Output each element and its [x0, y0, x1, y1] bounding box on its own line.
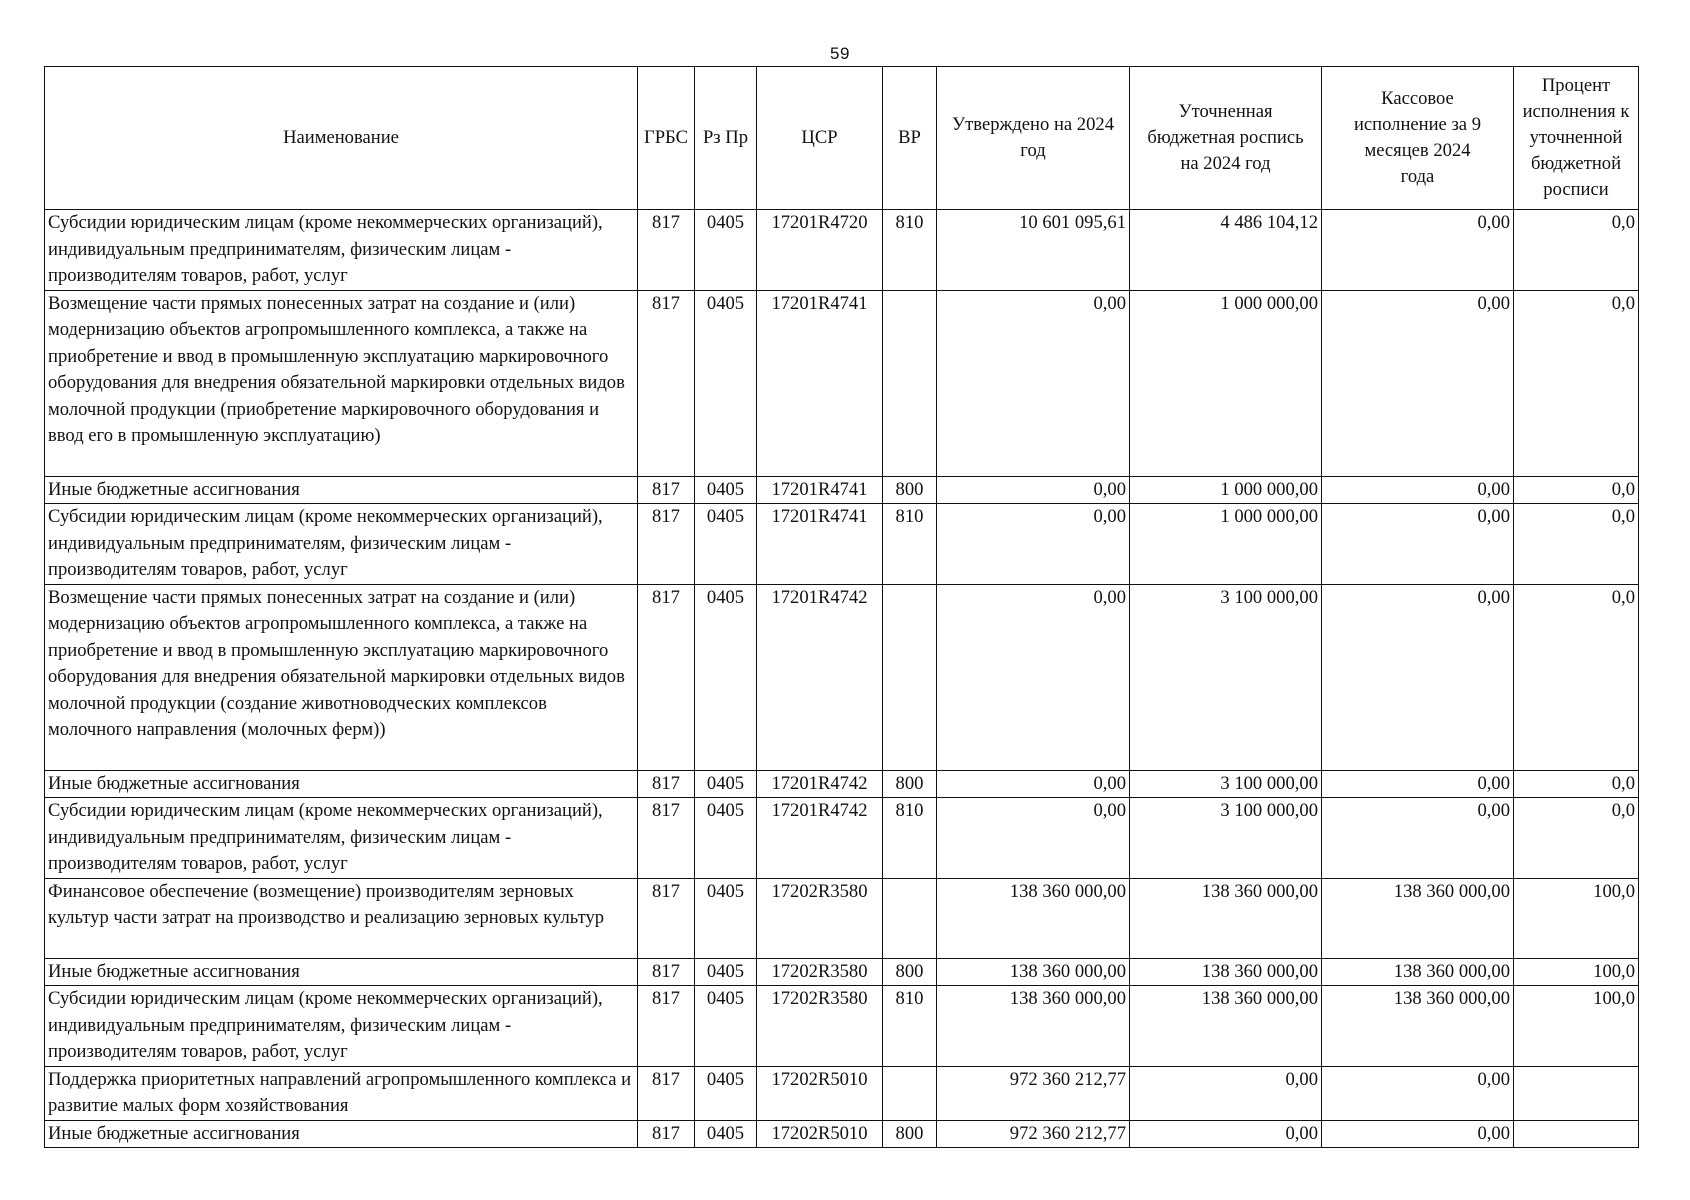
cell-approved: 972 360 212,77 [937, 1120, 1130, 1148]
cell-percent: 0,0 [1514, 584, 1639, 770]
cell-grbs: 817 [638, 1066, 695, 1120]
cell-approved: 138 360 000,00 [937, 958, 1130, 986]
header-grbs: ГРБС [638, 67, 695, 210]
cell-percent: 0,0 [1514, 476, 1639, 504]
cell-vr: 810 [883, 504, 937, 585]
cell-csr: 17201R4742 [757, 798, 883, 879]
cell-grbs: 817 [638, 770, 695, 798]
cell-vr: 810 [883, 986, 937, 1067]
cell-refined: 138 360 000,00 [1130, 958, 1322, 986]
table-row [45, 290, 1639, 476]
cell-percent: 0,0 [1514, 798, 1639, 879]
cell-refined: 1 000 000,00 [1130, 290, 1322, 476]
cell-grbs: 817 [638, 290, 695, 476]
cell-rzpr: 0405 [695, 290, 757, 476]
cell-percent: 0,0 [1514, 770, 1639, 798]
cell-percent: 100,0 [1514, 878, 1639, 958]
table-row [45, 1120, 1639, 1148]
cell-rzpr: 0405 [695, 210, 757, 291]
table-row [45, 958, 1639, 986]
cell-percent: 0,0 [1514, 504, 1639, 585]
cell-percent [1514, 1066, 1639, 1120]
header-vr: ВР [883, 67, 937, 210]
cell-grbs: 817 [638, 958, 695, 986]
header-percent: Процент исполнения к уточненной бюджетной росписи [1514, 67, 1639, 210]
cell-grbs: 817 [638, 584, 695, 770]
cell-name: Поддержка приоритетных направлений агропромышленного комплекса и развитие малых форм хозяйствования [45, 1066, 638, 1120]
cell-grbs: 817 [638, 986, 695, 1067]
cell-grbs: 817 [638, 878, 695, 958]
cell-refined: 3 100 000,00 [1130, 770, 1322, 798]
cell-vr: 810 [883, 798, 937, 879]
cell-vr: 800 [883, 476, 937, 504]
cell-name: Субсидии юридическим лицам (кроме некоммерческих организаций), индивидуальным предпринимателям, физическим лицам - производителям товаров, работ, услуг [45, 798, 638, 879]
cell-vr: 800 [883, 770, 937, 798]
cell-rzpr: 0405 [695, 1066, 757, 1120]
cell-rzpr: 0405 [695, 986, 757, 1067]
table-row [45, 1066, 1639, 1120]
cell-rzpr: 0405 [695, 1120, 757, 1148]
cell-csr: 17202R5010 [757, 1066, 883, 1120]
cell-name: Субсидии юридическим лицам (кроме некоммерческих организаций), индивидуальным предпринимателям, физическим лицам - производителям товаров, работ, услуг [45, 504, 638, 585]
cell-approved: 0,00 [937, 584, 1130, 770]
cell-rzpr: 0405 [695, 476, 757, 504]
cell-cash: 0,00 [1322, 290, 1514, 476]
cell-approved: 0,00 [937, 476, 1130, 504]
cell-rzpr: 0405 [695, 504, 757, 585]
budget-execution-table [44, 66, 1639, 1148]
cell-csr: 17202R5010 [757, 1120, 883, 1148]
cell-csr: 17201R4742 [757, 770, 883, 798]
cell-refined: 138 360 000,00 [1130, 986, 1322, 1067]
cell-name: Финансовое обеспечение (возмещение) производителям зерновых культур части затрат на производство и реализацию зерновых культур [45, 878, 638, 958]
cell-approved: 10 601 095,61 [937, 210, 1130, 291]
cell-csr: 17201R4742 [757, 584, 883, 770]
cell-approved: 0,00 [937, 798, 1130, 879]
cell-percent: 100,0 [1514, 958, 1639, 986]
cell-name: Иные бюджетные ассигнования [45, 958, 638, 986]
cell-refined: 138 360 000,00 [1130, 878, 1322, 958]
header-rzpr: Рз Пр [695, 67, 757, 210]
cell-percent: 100,0 [1514, 986, 1639, 1067]
header-row [45, 67, 1639, 210]
cell-cash: 0,00 [1322, 584, 1514, 770]
cell-cash: 0,00 [1322, 1120, 1514, 1148]
cell-percent: 0,0 [1514, 210, 1639, 291]
cell-rzpr: 0405 [695, 958, 757, 986]
cell-approved: 972 360 212,77 [937, 1066, 1130, 1120]
cell-cash: 0,00 [1322, 770, 1514, 798]
cell-cash: 0,00 [1322, 504, 1514, 585]
cell-csr: 17201R4741 [757, 504, 883, 585]
cell-approved: 0,00 [937, 504, 1130, 585]
cell-approved: 138 360 000,00 [937, 986, 1130, 1067]
cell-percent: 0,0 [1514, 290, 1639, 476]
cell-percent [1514, 1120, 1639, 1148]
cell-refined: 3 100 000,00 [1130, 798, 1322, 879]
cell-csr: 17201R4741 [757, 476, 883, 504]
header-csr: ЦСР [757, 67, 883, 210]
cell-name: Субсидии юридическим лицам (кроме некоммерческих организаций), индивидуальным предпринимателям, физическим лицам - производителям товаров, работ, услуг [45, 210, 638, 291]
cell-cash: 0,00 [1322, 476, 1514, 504]
cell-vr [883, 584, 937, 770]
cell-vr: 810 [883, 210, 937, 291]
table-row [45, 986, 1639, 1067]
cell-vr [883, 878, 937, 958]
cell-refined: 0,00 [1130, 1066, 1322, 1120]
cell-grbs: 817 [638, 504, 695, 585]
cell-refined: 0,00 [1130, 1120, 1322, 1148]
cell-cash: 138 360 000,00 [1322, 878, 1514, 958]
table-row [45, 476, 1639, 504]
cell-csr: 17202R3580 [757, 878, 883, 958]
cell-grbs: 817 [638, 476, 695, 504]
cell-approved: 138 360 000,00 [937, 878, 1130, 958]
header-refined: Уточненная бюджетная роспись на 2024 год [1130, 67, 1322, 210]
cell-rzpr: 0405 [695, 584, 757, 770]
table-row [45, 210, 1639, 291]
cell-vr: 800 [883, 1120, 937, 1148]
cell-name: Иные бюджетные ассигнования [45, 476, 638, 504]
header-cash: Кассовое исполнение за 9 месяцев 2024 года [1322, 67, 1514, 210]
table-row [45, 770, 1639, 798]
cell-approved: 0,00 [937, 770, 1130, 798]
cell-vr [883, 290, 937, 476]
cell-vr: 800 [883, 958, 937, 986]
cell-cash: 138 360 000,00 [1322, 958, 1514, 986]
cell-vr [883, 1066, 937, 1120]
table-header [45, 67, 1639, 210]
cell-grbs: 817 [638, 798, 695, 879]
cell-cash: 0,00 [1322, 210, 1514, 291]
cell-refined: 1 000 000,00 [1130, 504, 1322, 585]
cell-name: Иные бюджетные ассигнования [45, 770, 638, 798]
cell-rzpr: 0405 [695, 798, 757, 879]
header-approved: Утверждено на 2024 год [937, 67, 1130, 210]
cell-approved: 0,00 [937, 290, 1130, 476]
table-row [45, 584, 1639, 770]
cell-refined: 1 000 000,00 [1130, 476, 1322, 504]
cell-name: Иные бюджетные ассигнования [45, 1120, 638, 1148]
cell-cash: 0,00 [1322, 1066, 1514, 1120]
cell-name: Возмещение части прямых понесенных затрат на создание и (или) модернизацию объектов агропромышленного комплекса, а также на приобретение и ввод в промышленную эксплуатацию маркировочного оборудования для внедрения обязательной маркировки отдельных видов молочной продукции (приобретение маркировочного оборудования и ввод его в промышленную эксплуатацию) [45, 290, 638, 476]
table-body [45, 210, 1639, 1148]
table-row [45, 504, 1639, 585]
cell-name: Возмещение части прямых понесенных затрат на создание и (или) модернизацию объектов агропромышленного комплекса, а также на приобретение и ввод в промышленную эксплуатацию маркировочного оборудования для внедрения обязательной маркировки отдельных видов молочной продукции (создание животноводческих комплексов молочного направления (молочных ферм)) [45, 584, 638, 770]
cell-name: Субсидии юридическим лицам (кроме некоммерческих организаций), индивидуальным предпринимателям, физическим лицам - производителям товаров, работ, услуг [45, 986, 638, 1067]
cell-rzpr: 0405 [695, 770, 757, 798]
cell-grbs: 817 [638, 1120, 695, 1148]
cell-csr: 17201R4741 [757, 290, 883, 476]
cell-cash: 0,00 [1322, 798, 1514, 879]
cell-refined: 3 100 000,00 [1130, 584, 1322, 770]
header-name: Наименование [45, 67, 638, 210]
cell-rzpr: 0405 [695, 878, 757, 958]
page-number: 59 [830, 44, 850, 63]
cell-cash: 138 360 000,00 [1322, 986, 1514, 1067]
cell-csr: 17202R3580 [757, 986, 883, 1067]
table-row [45, 798, 1639, 879]
cell-grbs: 817 [638, 210, 695, 291]
cell-refined: 4 486 104,12 [1130, 210, 1322, 291]
table-row [45, 878, 1639, 958]
cell-csr: 17201R4720 [757, 210, 883, 291]
cell-csr: 17202R3580 [757, 958, 883, 986]
